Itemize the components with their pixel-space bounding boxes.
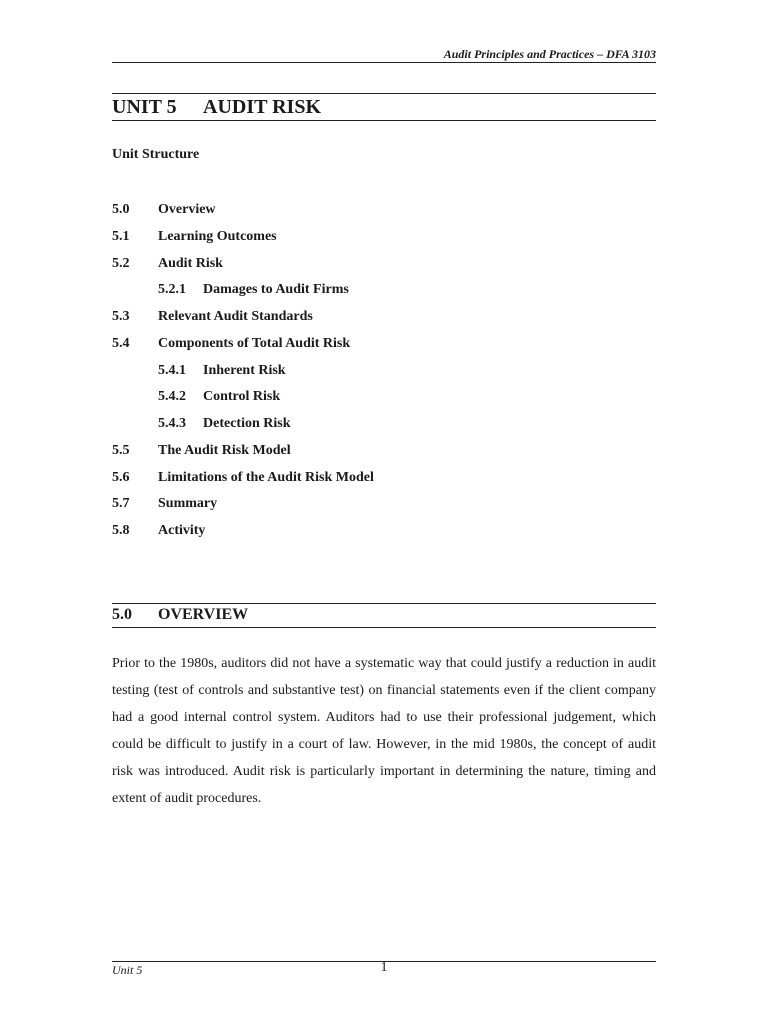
- toc-item-label: Inherent Risk: [203, 362, 286, 378]
- toc-item-number: 5.0: [112, 202, 130, 217]
- toc-item-number: 5.4.1: [158, 362, 186, 378]
- running-header: Audit Principles and Practices – DFA 3103: [443, 47, 656, 61]
- unit-structure-heading: Unit Structure: [112, 147, 200, 162]
- toc-item-number: 5.4.2: [158, 389, 186, 405]
- page-number: 1: [380, 960, 388, 975]
- toc-item: [112, 441, 656, 468]
- toc-item-number: 5.1: [112, 228, 130, 244]
- toc-subitem: [112, 414, 656, 441]
- toc-item-label: Damages to Audit Firms: [203, 282, 349, 298]
- toc-subitem: [112, 387, 656, 414]
- section-number: 5.0: [112, 606, 132, 623]
- toc-item: [112, 307, 656, 334]
- unit-number: UNIT 5: [112, 96, 177, 118]
- toc-item: [112, 227, 656, 254]
- section-title-text: OVERVIEW: [158, 606, 249, 623]
- toc-item-number: 5.6: [112, 469, 130, 485]
- toc-item: [112, 521, 656, 548]
- toc-item-label: Relevant Audit Standards: [158, 309, 313, 324]
- toc-item: [112, 200, 656, 227]
- toc-item-number: 5.3: [112, 309, 130, 324]
- toc-item-number: 5.4.3: [158, 416, 186, 431]
- toc-item: [112, 254, 656, 281]
- unit-structure-list: [112, 200, 656, 548]
- toc-item-label: Summary: [158, 496, 218, 512]
- footer-unit-label: Unit 5: [112, 963, 143, 977]
- toc-item: [112, 468, 656, 495]
- unit-title-text: AUDIT RISK: [203, 96, 321, 118]
- toc-item-number: 5.5: [112, 442, 130, 458]
- toc-item-number: 5.2: [112, 255, 130, 271]
- toc-item-label: The Audit Risk Model: [158, 442, 291, 458]
- toc-item-label: Audit Risk: [158, 255, 223, 271]
- overview-paragraph: Prior to the 1980s, auditors did not have a systematic way that could justify a reduction in audit testing (test of controls and substantive test) on financial statements even if the client company had a good internal control system. Auditors had to use their professional judgement, which could be difficult to justify in a court of law. However, in the mid 1980s, the concept of audit risk was introduced. Audit risk is particularly important in determining the nature, timing and extent of audit procedures.: [112, 656, 656, 806]
- unit-title-bottom-rule: [112, 120, 656, 121]
- toc-item: [112, 334, 656, 361]
- header-rule: [112, 62, 656, 63]
- toc-item-label: Components of Total Audit Risk: [158, 335, 351, 351]
- section-title-bottom-rule: [112, 627, 656, 628]
- unit-title: [112, 94, 321, 120]
- toc-item-number: 5.8: [112, 523, 130, 538]
- toc-item-number: 5.4: [112, 335, 130, 351]
- section-title-top-rule: [112, 603, 656, 604]
- toc-item-number: 5.7: [112, 496, 130, 512]
- toc-subitem: [112, 280, 656, 307]
- toc-item-label: Overview: [158, 202, 216, 217]
- toc-item-number: 5.2.1: [158, 282, 186, 298]
- overview-section-title: [112, 605, 248, 625]
- toc-item-label: Control Risk: [203, 389, 281, 405]
- toc-item: [112, 494, 656, 521]
- toc-subitem: [112, 361, 656, 388]
- toc-item-label: Activity: [158, 523, 206, 538]
- toc-item-label: Limitations of the Audit Risk Model: [158, 469, 374, 485]
- toc-item-label: Learning Outcomes: [158, 228, 277, 244]
- toc-item-label: Detection Risk: [203, 416, 291, 431]
